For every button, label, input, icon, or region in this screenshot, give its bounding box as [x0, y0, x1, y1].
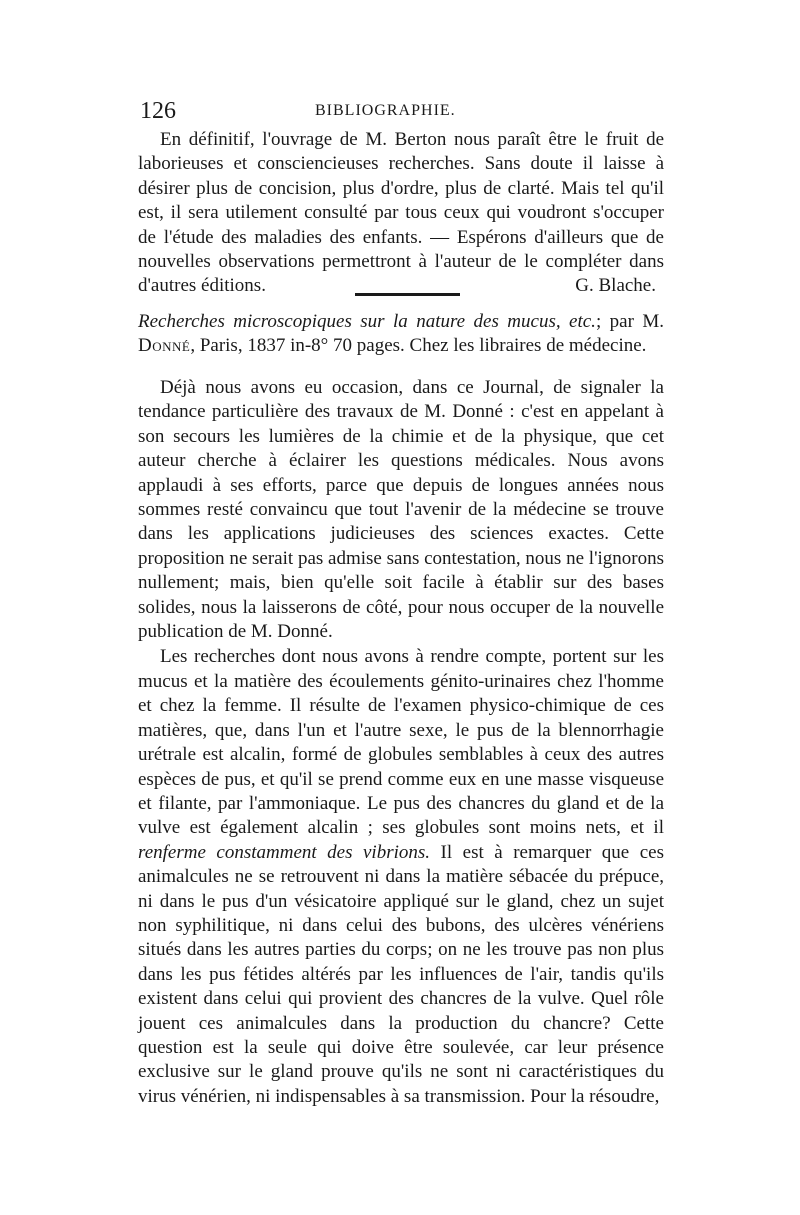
title-by: ; par [595, 311, 634, 332]
publication-details: , Paris, 1837 in-8° 70 pages. Chez les libraires de médecine. [190, 335, 647, 357]
page-header [140, 98, 664, 128]
author-prefix: M. [642, 311, 665, 332]
review-heading [138, 310, 664, 359]
running-head: BIBLIOGRAPHIE. [315, 102, 456, 119]
paragraph-2-text-b: Il est à remarquer que ces animalcules ne se retrouvent ni dans la matière sébacée du prépuce, ni dans le pus d'un vésicatoire appliqué sur le gland, chez un sujet non syphilitique, ni dans celui des bubons, des ulcères vénériens situés dans les autres parties du corps; on ne les trouve pas non plus dans les pus fétides altérés par les influences de l'air, tandis qu'ils existent dans celui qui provient des chancres de la vulve. Quel rôle jouent ces animalcules dans la production du chancre? Cette question est la seule qui doive être soulevée, car leur présence exclusive sur le gland prouve qu'ils ne sont ni caractéristiques du virus vénérien, ni indispensables à sa transmission. Pour la résoudre, [138, 841, 664, 1107]
paragraph-2-emphasis: renferme constamment des vibrions. [138, 841, 431, 863]
reviewer-signature: G. Blache. [575, 275, 656, 297]
body-paragraph-1 [138, 376, 664, 644]
body-paragraph-2 [138, 645, 664, 1109]
section-divider [355, 293, 460, 296]
review-body [138, 376, 664, 1110]
book-title: Recherches microscopiques sur la nature des mucus, etc. [138, 311, 596, 332]
review-conclusion [138, 128, 664, 299]
author-name: Donné [138, 335, 191, 357]
paragraph-2-text-a: Les recherches dont nous avons à rendre compte, portent sur les mucus et la matière des écoulements génito-urinaires chez l'homme et chez la femme. Il résulte de l'examen physico-chimique de ces matières, que, dans l'un et l'autre sexe, le pus de la blennorrhagie urétrale est alcalin, formé de globules semblables à ceux des autres espèces de pus, et qu'il se prend comme eux en une masse visqueuse et filante, par l'ammoniaque. Le pus des chancres du gland et de la vulve est également alcalin ; ses globules sont moins nets, et il [138, 646, 664, 839]
conclusion-text: En définitif, l'ouvrage de M. Berton nous paraît être le fruit de laborieuses et consciencieuses recherches. Sans doute il laisse à désirer plus de concision, plus d'ordre, plus de clarté. Mais tel qu'il est, il sera utilement consulté par tous ceux qui voudront s'occuper de l'étude des maladies des enfants. — Espérons d'ailleurs que de nouvelles observations permettront à l'auteur de le compléter dans d'autres éditions. [138, 129, 664, 297]
paragraph-1-text: Déjà nous avons eu occasion, dans ce Journal, de signaler la tendance particulière des travaux de M. Donné : c'est en appelant à son secours les lumières de la chimie et de la physique, que cet auteur cherche à éclairer les questions médicales. Nous avons applaudi à ses efforts, parce que depuis de longues années nous sommes resté convaincu que tout l'avenir de la médecine se trouve dans les applications judicieuses des sciences exactes. Cette proposition ne serait pas admise sans contestation, nous ne l'ignorons nullement; mais, bien qu'elle soit facile à établir sur des bases solides, nous la laisserons de côté, pour nous occuper de la nouvelle publication de M. Donné. [138, 377, 664, 643]
conclusion-paragraph [138, 128, 664, 299]
page-number: 126 [140, 98, 176, 124]
